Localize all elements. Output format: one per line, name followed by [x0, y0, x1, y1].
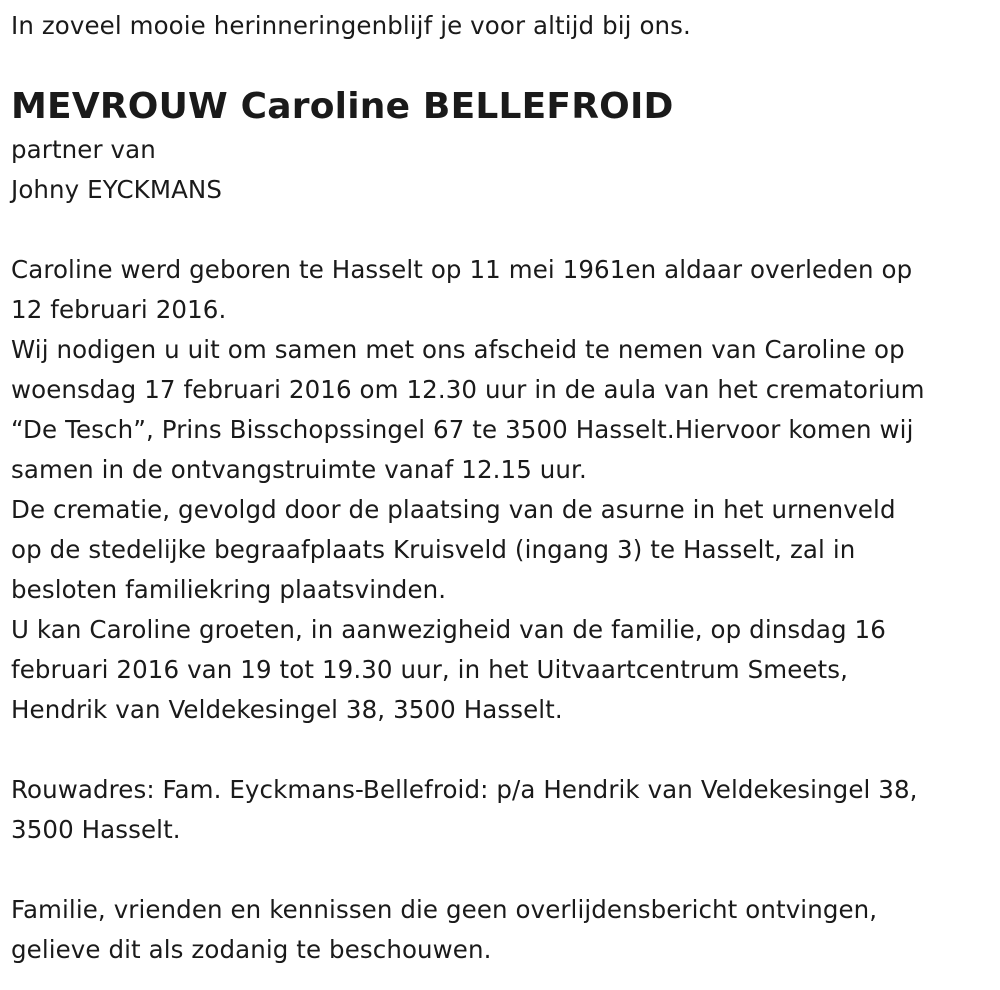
spacer	[11, 730, 989, 770]
body-line: U kan Caroline groeten, in aanwezigheid van de familie, op dinsdag 16	[11, 615, 886, 644]
closing-line: gelieve dit als zodanig te beschouwen.	[11, 935, 492, 964]
mourning-address	[11, 770, 989, 850]
body-paragraph	[11, 250, 989, 730]
body-line: Wij nodigen u uit om samen met ons afscheid te nemen van Caroline op	[11, 335, 905, 364]
body-line: woensdag 17 februari 2016 om 12.30 uur in de aula van het crematorium	[11, 375, 925, 404]
closing-note	[11, 890, 989, 970]
body-line: februari 2016 van 19 tot 19.30 uur, in het Uitvaartcentrum Smeets,	[11, 655, 849, 684]
address-line: 3500 Hasselt.	[11, 815, 181, 844]
body-line: Caroline werd geboren te Hasselt op 11 mei 1961en aldaar overleden op	[11, 255, 913, 284]
subtitle-line: partner van	[11, 135, 156, 164]
body-line: “De Tesch”, Prins Bisschopssingel 67 te 3500 Hasselt.Hiervoor komen wij	[11, 415, 914, 444]
obituary-notice	[11, 6, 989, 970]
body-line: Hendrik van Veldekesingel 38, 3500 Hasselt.	[11, 695, 563, 724]
body-line: De crematie, gevolgd door de plaatsing van de asurne in het urnenveld	[11, 495, 896, 524]
body-line: op de stedelijke begraafplaats Kruisveld (ingang 3) te Hasselt, zal in	[11, 535, 856, 564]
subtitle-line: Johny EYCKMANS	[11, 175, 223, 204]
body-line: besloten familiekring plaatsvinden.	[11, 575, 447, 604]
closing-line: Familie, vrienden en kennissen die geen overlijdensbericht ontvingen,	[11, 895, 878, 924]
intro-text: In zoveel mooie herinneringenblijf je voor altijd bij ons.	[11, 11, 691, 40]
body-line: 12 februari 2016.	[11, 295, 227, 324]
spacer	[11, 850, 989, 890]
deceased-name-title: MEVROUW Caroline BELLEFROID	[11, 86, 674, 127]
spacer	[11, 210, 989, 250]
body-line: samen in de ontvangstruimte vanaf 12.15 uur.	[11, 455, 587, 484]
address-line: Rouwadres: Fam. Eyckmans-Bellefroid: p/a Hendrik van Veldekesingel 38,	[11, 775, 918, 804]
